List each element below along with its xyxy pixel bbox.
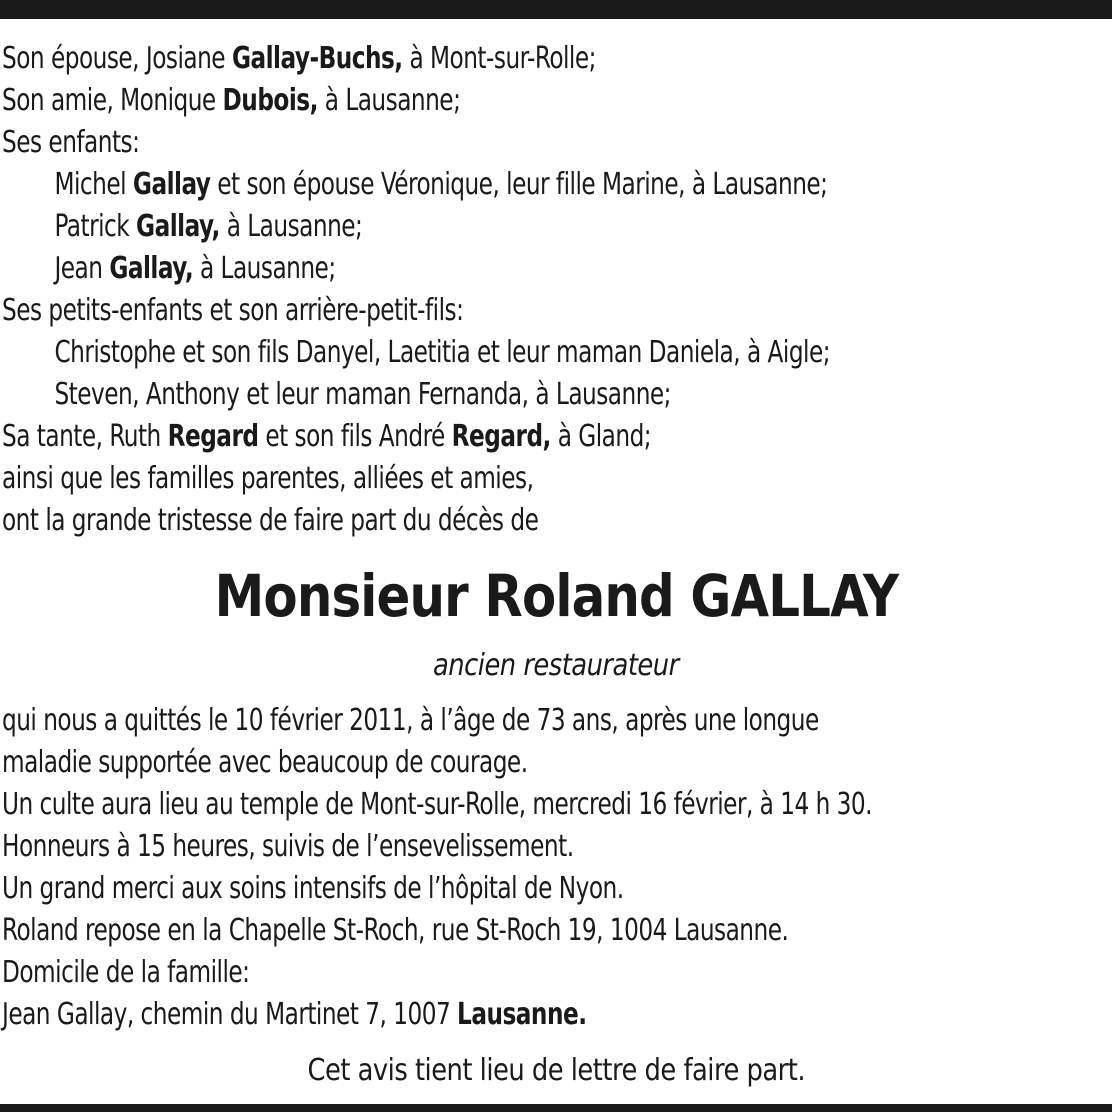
child-suffix: à Lausanne;	[193, 251, 336, 286]
child-line-michel	[2, 164, 955, 206]
aunt-prefix: Sa tante, Ruth	[2, 419, 168, 454]
family-list	[2, 38, 1110, 542]
child-line-jean	[2, 248, 955, 290]
child-prefix: Patrick	[54, 209, 137, 244]
top-rule	[0, 0, 1112, 19]
grandchildren-heading: Ses petits-enfants et son arrière-petit-fils:	[2, 293, 464, 328]
grandchildren-line: Steven, Anthony et leur maman Fernanda, à Lausanne;	[54, 377, 671, 412]
child-prefix: Michel	[54, 167, 133, 202]
footer-note-block	[0, 1050, 1112, 1092]
details-line: Un grand merci aux soins intensifs de l’hôpital de Nyon.	[2, 871, 624, 906]
details-line: Un culte aura lieu au temple de Mont-sur-Rolle, mercredi 16 février, à 14 h 30.	[2, 787, 872, 822]
aunt-middle: et son fils André	[258, 419, 452, 454]
spouse-prefix: Son épouse, Josiane	[2, 41, 232, 76]
aunt-name: Regard	[167, 419, 259, 454]
details-block	[2, 700, 1110, 1036]
address-prefix: Jean Gallay, chemin du Martinet 7, 1007	[2, 997, 458, 1032]
child-line-patrick	[2, 206, 955, 248]
bottom-rule	[0, 1104, 1112, 1112]
children-heading: Ses enfants:	[2, 125, 140, 160]
announcement-line: ont la grande tristesse de faire part du décès de	[2, 503, 539, 538]
deceased-name-block	[0, 560, 1112, 632]
grandchildren-line: Christophe et son fils Danyel, Laetitia et leur maman Daniela, à Aigle;	[54, 335, 831, 370]
friend-name: Dubois,	[222, 83, 318, 118]
details-line: maladie supportée avec beaucoup de courage.	[2, 745, 528, 780]
child-name: Gallay	[132, 167, 211, 202]
details-line: Domicile de la famille:	[2, 955, 250, 990]
details-line: Roland repose en la Chapelle St-Roch, rue St-Roch 19, 1004 Lausanne.	[2, 913, 789, 948]
details-line: qui nous a quittés le 10 février 2011, à l’âge de 73 ans, après une longue	[2, 703, 819, 738]
cousin-name: Regard,	[451, 419, 551, 454]
address-city: Lausanne.	[457, 997, 587, 1032]
child-name: Gallay,	[109, 251, 194, 286]
child-suffix: et son épouse Véronique, leur fille Marine, à Lausanne;	[210, 167, 828, 202]
spouse-suffix: à Mont-sur-Rolle;	[402, 41, 596, 76]
aunt-line	[2, 416, 955, 458]
deceased-name: Monsieur Roland GALLAY	[214, 562, 898, 630]
deceased-occupation-block	[0, 645, 1112, 687]
friend-suffix: à Lausanne;	[317, 83, 461, 118]
friend-prefix: Son amie, Monique	[2, 83, 223, 118]
footer-note: Cet avis tient lieu de lettre de faire part.	[307, 1053, 805, 1088]
spouse-line	[2, 38, 955, 80]
friend-line	[2, 80, 955, 122]
child-suffix: à Lausanne;	[219, 209, 363, 244]
child-prefix: Jean	[54, 251, 110, 286]
family-address-line	[2, 994, 955, 1036]
spouse-name: Gallay-Buchs,	[231, 41, 403, 76]
child-name: Gallay,	[136, 209, 220, 244]
others-line: ainsi que les familles parentes, alliées et amies,	[2, 461, 534, 496]
aunt-suffix: à Gland;	[550, 419, 652, 454]
deceased-occupation: ancien restaurateur	[433, 648, 679, 683]
details-line: Honneurs à 15 heures, suivis de l’ensevelissement.	[2, 829, 574, 864]
